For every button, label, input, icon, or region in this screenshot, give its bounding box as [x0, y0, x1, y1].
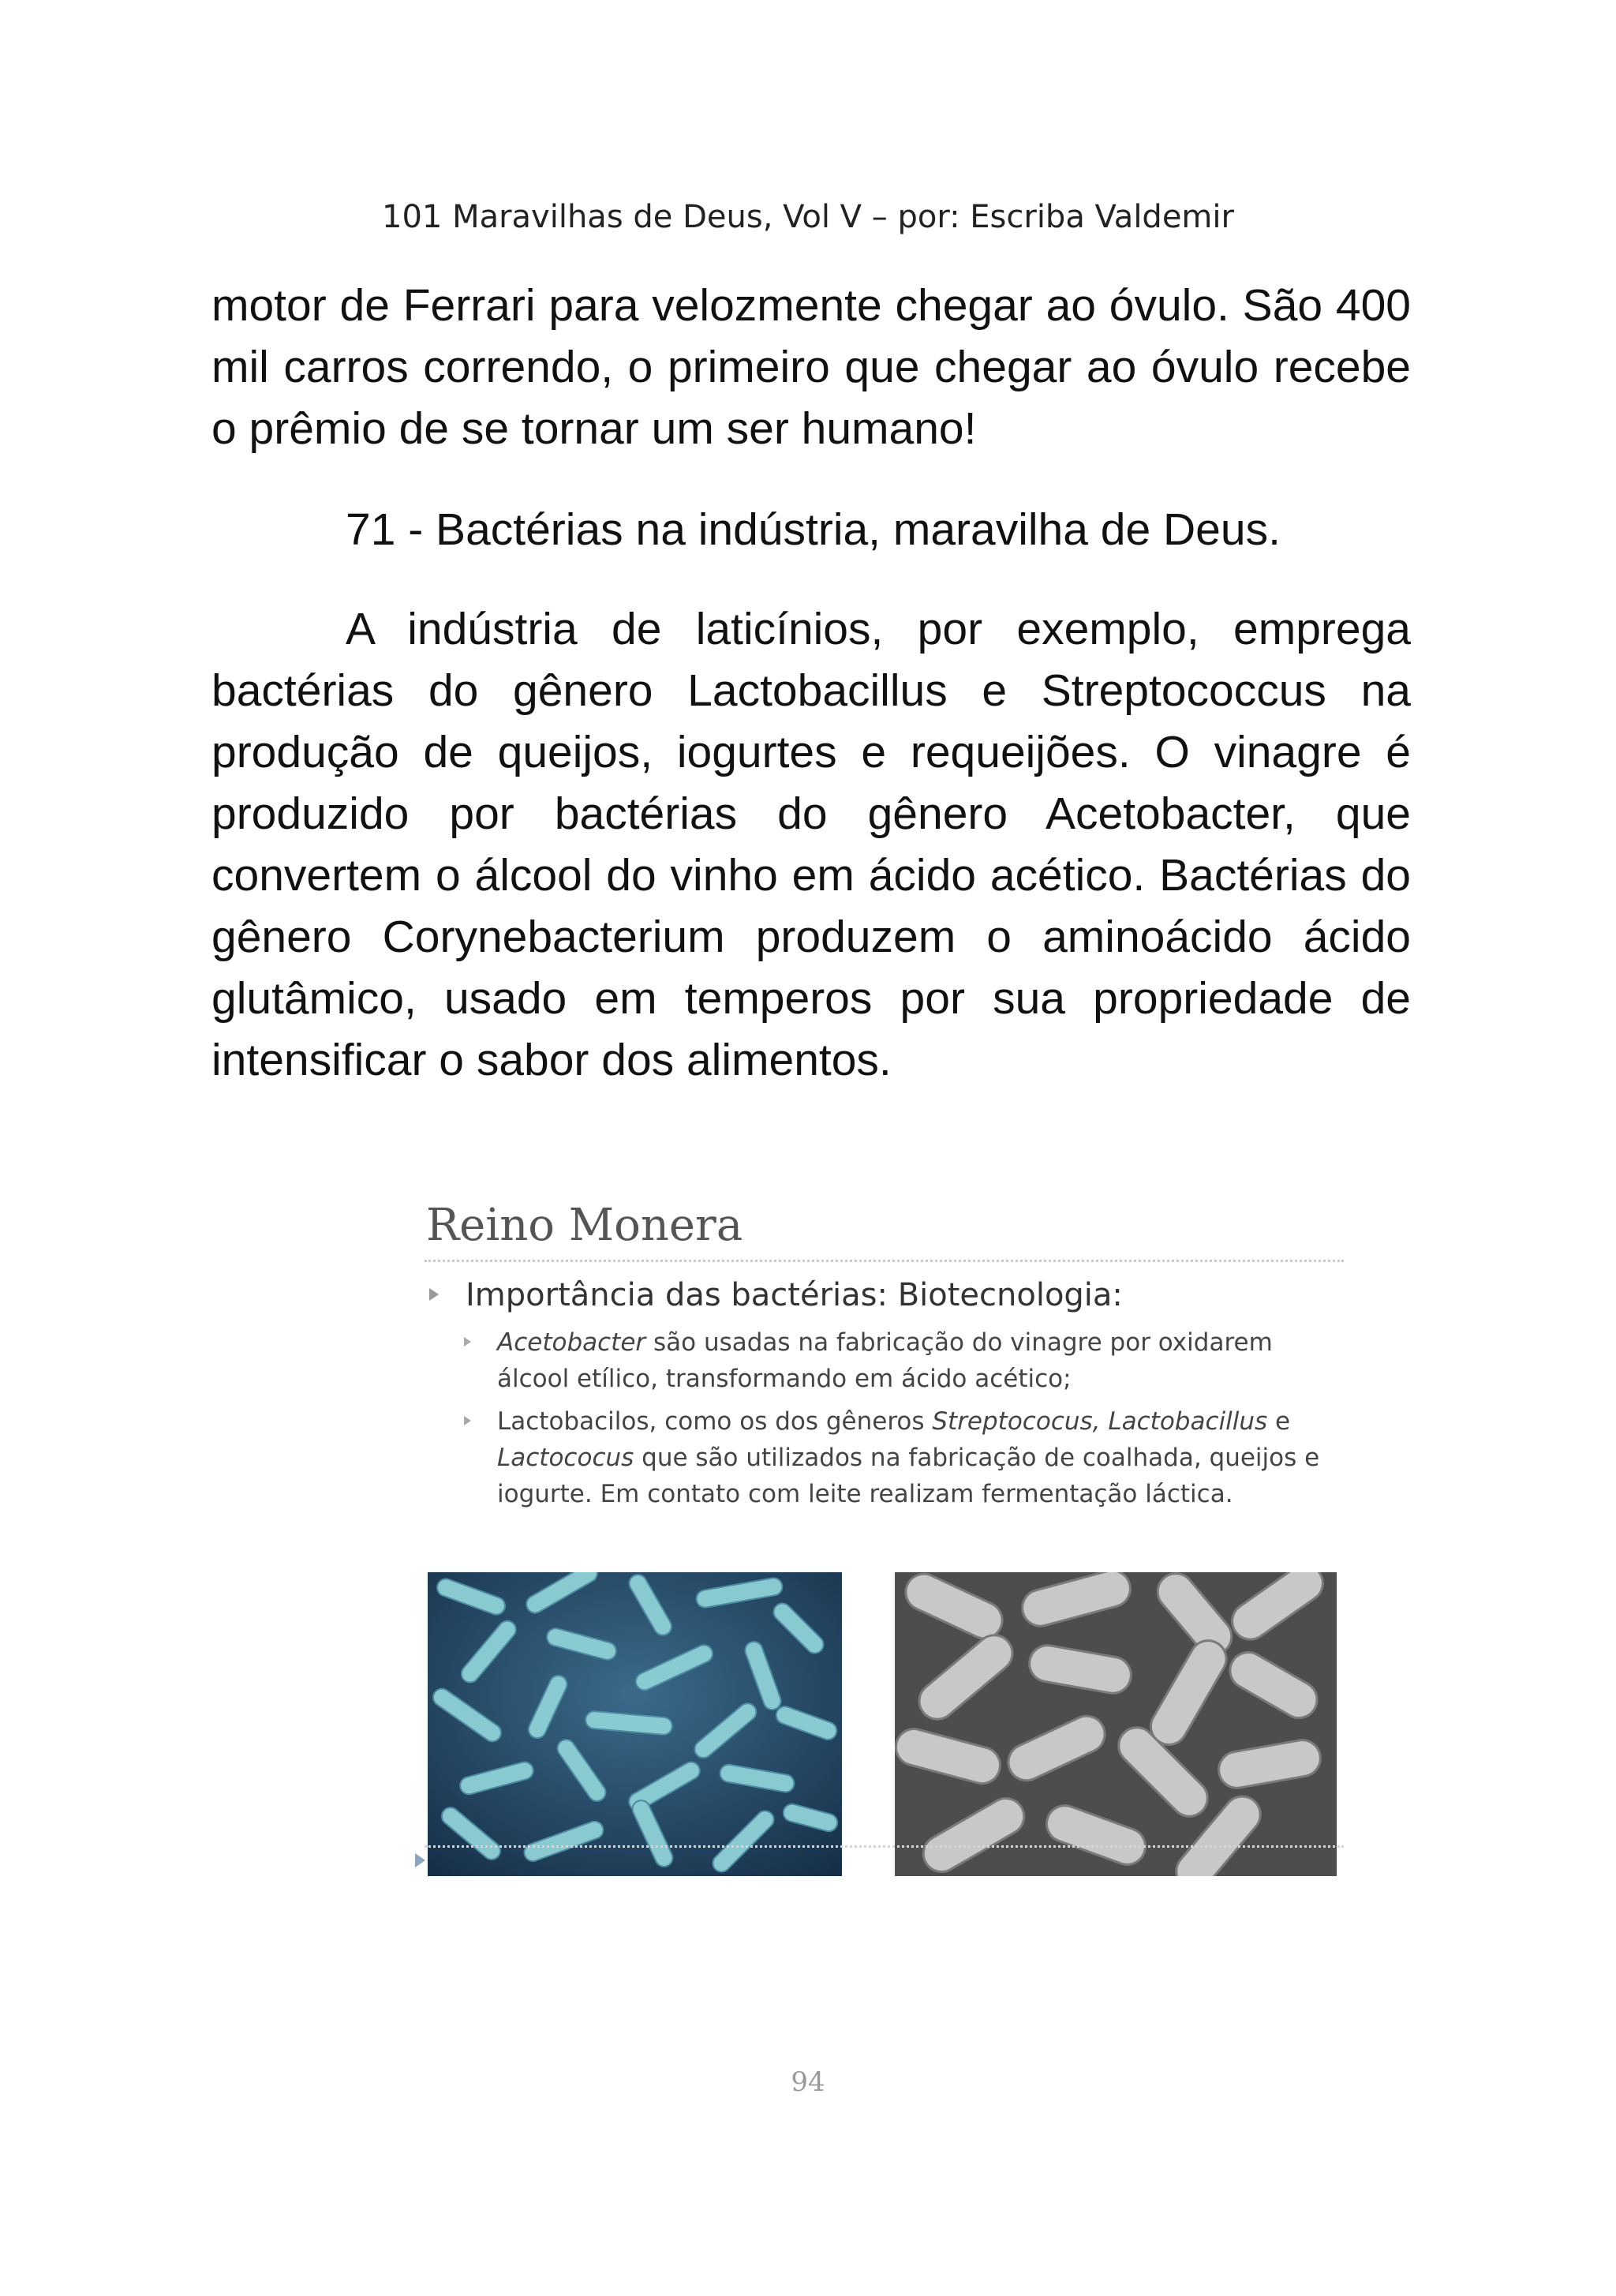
- slide-nav-arrow-icon: [415, 1853, 425, 1867]
- bacteria-gray-image: [895, 1572, 1337, 1876]
- running-header: 101 Maravilhas de Deus, Vol V – por: Escriba Valdemir: [382, 199, 1234, 235]
- section-title: 71 - Bactérias na indústria, maravilha de Deus.: [346, 504, 1281, 555]
- bullet-arrow-icon: [464, 1337, 471, 1347]
- slide-bullet-main-text: Importância das bactérias: Biotecnologia:: [466, 1277, 1123, 1313]
- sub-bullet-text-c: que são utilizados na fabricação de coalhada, queijos e iogurte. Em contato com leite realizam fermentação láctica.: [497, 1444, 1320, 1508]
- slide-footer-divider: [425, 1845, 1344, 1848]
- sub-bullet-list: [426, 1324, 1341, 1512]
- paragraph-continued: motor de Ferrari para velozmente chegar ao óvulo. São 400 mil carros correndo, o primeiro que chegar ao óvulo recebe o prêmio de se tornar um ser humano!: [211, 280, 1411, 454]
- bacteria-blue-image: [428, 1572, 842, 1876]
- micrograph-bacteria-gray: [895, 1572, 1337, 1876]
- paragraph-main: A indústria de laticínios, por exemplo, emprega bactérias do gênero Lactobacillus e Streptococcus na produção de queijos, iogurtes e requeijões. O vinagre é produzido por bactérias do gênero Acetobacter, que convertem o álcool do vinho em ácido acético. Bactérias do gênero Corynebacterium produzem o aminoácido ácido glutâmico, usado em temperos por sua propriedade de intensificar o sabor dos alimentos.: [211, 604, 1411, 1085]
- sub-bullet-text-a: Lactobacilos, como os dos gêneros: [497, 1407, 933, 1436]
- micrograph-bacteria-blue: [428, 1572, 842, 1876]
- bullet-arrow-icon: [464, 1416, 471, 1425]
- sub-bullet-acetobacter: [426, 1324, 1341, 1397]
- sub-bullet-text-b: e: [1267, 1407, 1291, 1436]
- sub-bullet-lactobacilos: [426, 1403, 1341, 1512]
- term-acetobacter: Acetobacter: [497, 1328, 646, 1357]
- sub-bullet-text: são usadas na fabricação do vinagre por oxidarem álcool etílico, transformando em ácido acético;: [497, 1328, 1273, 1393]
- term-lactococus: Lactococus: [497, 1444, 634, 1472]
- term-genera: Streptococus, Lactobacillus: [932, 1407, 1268, 1436]
- slide-bullet-main: [426, 1277, 1341, 1313]
- sub-bullet-container: [426, 1324, 1341, 1512]
- page-number: 94: [791, 2066, 825, 2098]
- slide-bullet-list: [426, 1277, 1341, 1519]
- slide-divider: [425, 1260, 1344, 1262]
- bullet-arrow-icon: [429, 1288, 439, 1301]
- slide-figure: [410, 1184, 1357, 1894]
- slide-title: Reino Monera: [426, 1200, 743, 1251]
